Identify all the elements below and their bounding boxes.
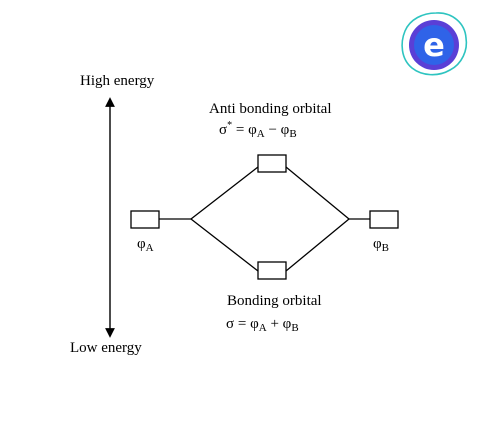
bonding-orbital-title: Bonding orbital [227,293,322,309]
antibonding-orbital-box [258,155,286,172]
logo-letter: e [423,26,445,64]
antibonding-formula-sub-b: B [289,128,297,140]
connector-bonding-to-b [286,219,349,271]
antibonding-formula-sigma: σ [219,122,228,138]
atomic-orbital-a-symbol: φ [137,236,146,252]
connector-a-to-bonding [191,219,258,271]
atomic-orbital-a-subscript: A [145,242,154,254]
atomic-orbital-b-symbol: φ [373,236,382,252]
antibonding-formula-sub-a: A [256,128,265,140]
atomic-orbital-b-subscript: B [381,242,390,254]
bonding-orbital-box [258,262,286,279]
atomic-orbital-a-box [131,211,159,228]
atomic-orbital-a-label [137,234,154,254]
bonding-formula-sub-a: A [258,322,267,334]
bonding-formula-phi-a: φ [250,316,259,332]
bonding-formula-operator: + [266,316,283,332]
connector-a-to-antibonding [191,167,258,219]
low-energy-label: Low energy [70,340,142,356]
atomic-orbital-b-label [373,234,389,254]
bonding-formula-phi-b: φ [282,316,292,332]
high-energy-label: High energy [80,73,155,89]
connector-antibonding-to-b [286,167,349,219]
bonding-formula-equals: = [234,316,251,332]
brand-logo [402,13,466,75]
atomic-orbital-b-box [370,211,398,228]
antibonding-formula-equals: = [232,122,249,138]
antibonding-formula-operator: − [264,122,281,138]
bonding-formula-sigma: σ [226,316,235,332]
antibonding-orbital-title: Anti bonding orbital [209,101,332,117]
antibonding-formula-phi-b: φ [280,122,290,138]
antibonding-formula-phi-a: φ [248,122,257,138]
antibonding-formula-star: * [227,120,233,131]
bonding-formula-sub-b: B [291,322,299,334]
bonding-formula [226,314,299,334]
antibonding-formula [219,120,297,140]
